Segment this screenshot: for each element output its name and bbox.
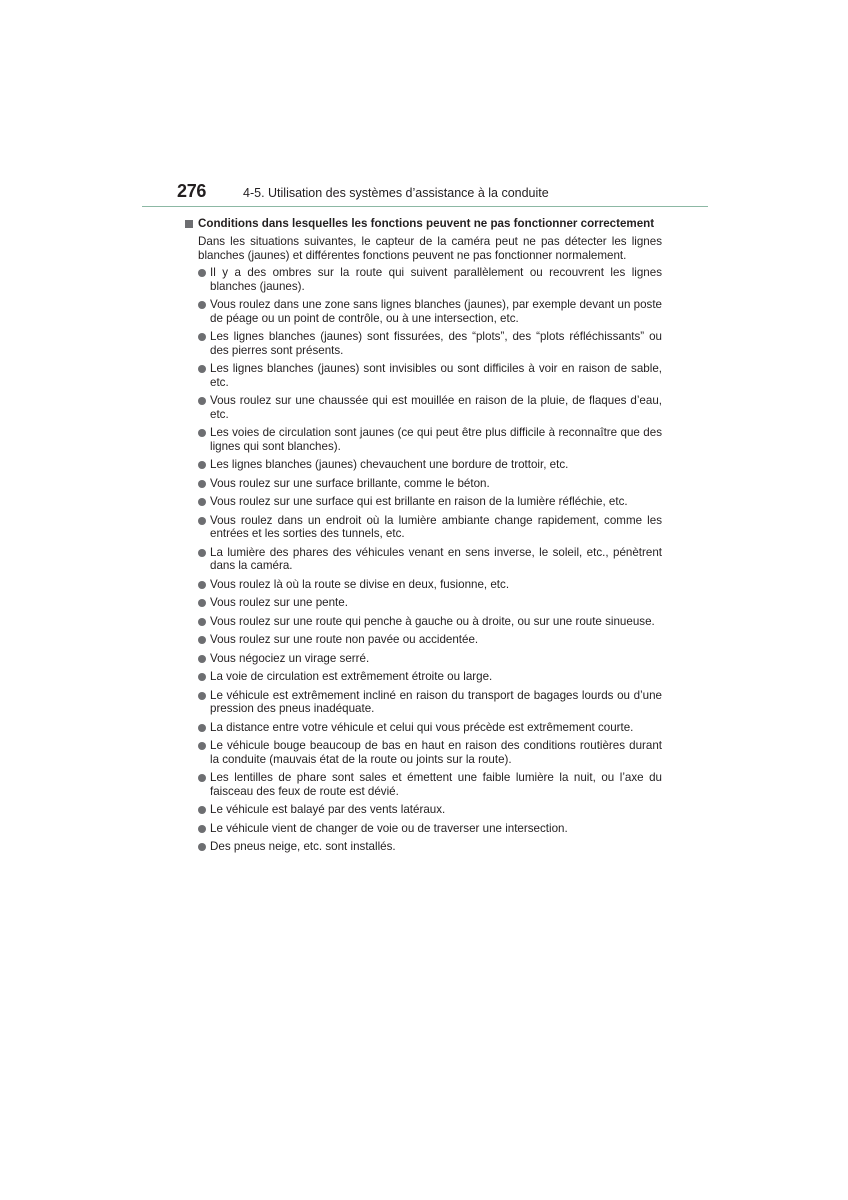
bullet-icon: [198, 498, 206, 506]
list-item-text: Le véhicule bouge beaucoup de bas en haut en raison des conditions routières durant la conduite (mauvais état de la route ou joints sur la route).: [210, 739, 662, 766]
list-item-text: Vous roulez sur une route qui penche à gauche ou à droite, ou sur une route sinueuse.: [210, 614, 655, 628]
list-item-text: Le véhicule est balayé par des vents latéraux.: [210, 803, 446, 816]
list-item-text: Vous roulez sur une pente.: [210, 596, 348, 609]
bullet-icon: [198, 724, 206, 732]
square-bullet-icon: [185, 220, 193, 228]
subheading: [184, 216, 662, 231]
list-item-text: Vous roulez sur une surface brillante, comme le béton.: [210, 476, 490, 490]
list-item-text: Vous roulez sur une chaussée qui est mouillée en raison de la pluie, de flaques d’eau, etc.: [210, 394, 662, 421]
list-item: [198, 477, 662, 491]
list-item: [198, 803, 662, 817]
bullet-icon: [198, 549, 206, 557]
list-item-text: Les lignes blanches (jaunes) sont invisibles ou sont difficiles à voir en raison de sable, etc.: [210, 362, 662, 389]
list-item-text: Le véhicule est extrêmement incliné en raison du transport de bagages lourds ou d’une pression des pneus inadéquate.: [210, 688, 662, 715]
bullet-icon: [198, 333, 206, 341]
list-item: [198, 298, 662, 325]
list-item: [198, 771, 662, 798]
list-item-text: Les lignes blanches (jaunes) chevauchent une bordure de trottoir, etc.: [210, 458, 569, 471]
bullet-icon: [198, 461, 206, 469]
bullet-icon: [198, 636, 206, 644]
list-item: [198, 596, 662, 610]
page-number: 276: [177, 181, 207, 201]
list-item-text: Vous roulez dans un endroit où la lumière ambiante change rapidement, comme les entrées et les sorties des tunnels, etc.: [210, 513, 662, 540]
section-title: 4-5. Utilisation des systèmes d’assistance à la conduite: [243, 186, 549, 200]
list-item-text: La distance entre votre véhicule et celui qui vous précède est extrêmement courte.: [210, 720, 634, 734]
bullet-icon: [198, 301, 206, 309]
list-item: [198, 578, 662, 592]
bullet-icon: [198, 365, 206, 373]
bullet-icon: [198, 655, 206, 663]
list-item-text: La voie de circulation est extrêmement étroite ou large.: [210, 670, 493, 683]
list-item: [198, 426, 662, 453]
list-item: [198, 458, 662, 472]
bullet-icon: [198, 825, 206, 833]
bullet-icon: [198, 517, 206, 525]
bullet-icon: [198, 843, 206, 851]
list-item: [198, 495, 662, 509]
list-item-text: Vous roulez sur une surface qui est brillante en raison de la lumière réfléchie, etc.: [210, 495, 628, 508]
bullet-icon: [198, 599, 206, 607]
list-item: [198, 840, 662, 854]
list-item: [198, 546, 662, 573]
list-item: [198, 330, 662, 357]
intro-paragraph: Dans les situations suivantes, le capteur de la caméra peut ne pas détecter les lignes blanches (jaunes) et différentes fonctions peuvent ne pas fonctionner normalement.: [198, 235, 662, 262]
list-item-text: Le véhicule vient de changer de voie ou de traverser une intersection.: [210, 821, 568, 835]
list-item-text: Vous roulez dans une zone sans lignes blanches (jaunes), par exemple devant un poste de péage ou un point de contrôle, ou à une intersection, etc.: [210, 298, 662, 325]
list-item: [198, 362, 662, 389]
bullet-icon: [198, 806, 206, 814]
list-item: [198, 615, 662, 629]
list-item: [198, 721, 662, 735]
bullet-icon: [198, 269, 206, 277]
list-item: [198, 739, 662, 766]
bullet-icon: [198, 480, 206, 488]
list-item: [198, 670, 662, 684]
subheading-text: Conditions dans lesquelles les fonctions peuvent ne pas fonctionner correctement: [198, 217, 655, 230]
bullet-icon: [198, 673, 206, 681]
bullet-icon: [198, 692, 206, 700]
list-item-text: Les lignes blanches (jaunes) sont fissurées, des “plots”, des “plots réfléchissants” ou des pierres sont présents.: [210, 330, 662, 357]
list-item: [198, 652, 662, 666]
list-item: [198, 822, 662, 836]
list-item-text: Des pneus neige, etc. sont installés.: [210, 840, 396, 853]
conditions-list: [198, 266, 662, 854]
bullet-icon: [198, 742, 206, 750]
bullet-icon: [198, 618, 206, 626]
list-item: [198, 266, 662, 293]
list-item-text: Les voies de circulation sont jaunes (ce qui peut être plus difficile à reconnaître que des lignes qui sont blanches).: [210, 426, 662, 453]
list-item-text: Il y a des ombres sur la route qui suivent parallèlement ou recouvrent les lignes blanches (jaunes).: [210, 266, 662, 293]
list-item: [198, 689, 662, 716]
list-item: [198, 394, 662, 421]
bullet-icon: [198, 397, 206, 405]
header-rule: [142, 206, 708, 207]
list-item: [198, 633, 662, 647]
page-content: [184, 216, 662, 859]
list-item-text: La lumière des phares des véhicules venant en sens inverse, le soleil, etc., pénètrent dans la caméra.: [210, 545, 662, 572]
bullet-icon: [198, 429, 206, 437]
list-item-text: Vous roulez sur une route non pavée ou accidentée.: [210, 633, 479, 646]
page-header: [142, 180, 708, 208]
bullet-icon: [198, 774, 206, 782]
bullet-icon: [198, 581, 206, 589]
list-item-text: Les lentilles de phare sont sales et émettent une faible lumière la nuit, ou l’axe du faisceau des feux de route est dévié.: [210, 771, 662, 798]
list-item-text: Vous roulez là où la route se divise en deux, fusionne, etc.: [210, 577, 510, 591]
list-item: [198, 514, 662, 541]
list-item-text: Vous négociez un virage serré.: [210, 651, 370, 665]
